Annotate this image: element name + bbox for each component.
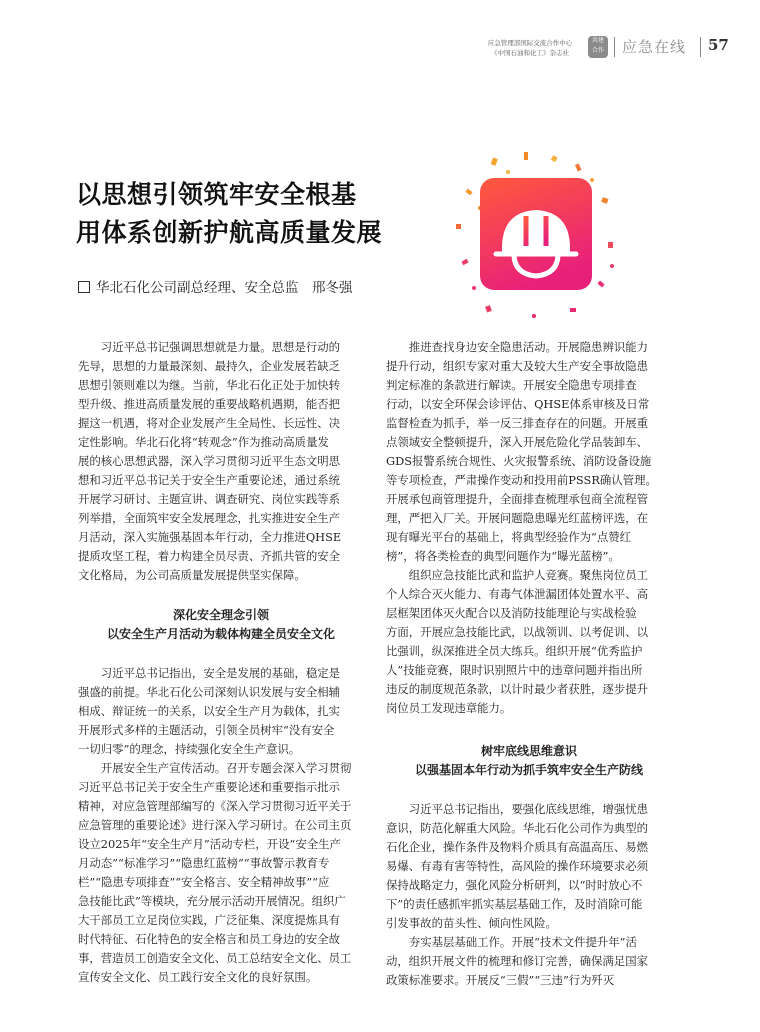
text-line: 开展学习研讨、主题宣讲、调查研究、岗位实践等系 [78, 492, 340, 506]
section-heading-2 [386, 742, 672, 780]
text-line: 设立2025年“安全生产月”活动专栏，开设“安全生产 [78, 837, 341, 851]
safety-helmet-logo [452, 150, 618, 320]
page-header [474, 34, 744, 64]
text-line: 月动态”“标准学习”“隐患红蓝榜”“事故警示教育专 [78, 856, 330, 870]
text-line: 易爆、有毒有害等特性，高风险的操作环境要求必须 [386, 859, 648, 873]
text-line: 个人综合灭火能力、有毒气体泄漏团体处置水平、高 [386, 587, 648, 601]
paragraph-hazard-check [386, 338, 672, 566]
cooperation-badge [588, 36, 608, 58]
text-line: 列举措，全面筑牢安全发展理念，扎实推进安全生产 [78, 511, 340, 525]
right-column [386, 338, 672, 990]
text-line: 政策标准要求。开展反“三假”“三违”行为歼灭 [386, 973, 615, 987]
text-line: 点领域安全整顿提升，深入开展危险化学品装卸车、 [386, 435, 648, 449]
text-line: 想和习近平总书记关于安全生产重要论述，通过系统 [78, 473, 340, 487]
text-line: 展的核心思想武器，深入学习贯彻习近平生态文明思 [78, 454, 340, 468]
text-line: 行动，以安全环保会诊评估、QHSE体系审核及日常 [386, 397, 650, 411]
text-line: 型升级、推进高质量发展的重要战略机遇期，能否把 [78, 397, 340, 411]
paragraph-safety-basis [78, 664, 364, 759]
text-line: 组织应急技能比武和监护人竞赛。聚焦岗位员工 [408, 568, 649, 582]
text-line: GDS报警系统合规性、火灾报警系统、消防设备设施 [386, 454, 652, 468]
text-line: 推进查找身边安全隐患活动。开展隐患辨识能力 [408, 340, 649, 354]
text-line: 宣传安全文化、员工践行安全文化的良好氛围。 [78, 970, 318, 984]
text-line: 先导，思想的力量最深刻、最持久，企业发展若缺乏 [78, 359, 340, 373]
paragraph-bottom-line [386, 800, 672, 933]
text-line: 动，组织开展文件的梳理和修订完善，确保满足国家 [386, 954, 648, 968]
section-heading-line-2: 以强基固本年行动为抓手筑牢安全生产防线 [414, 763, 643, 777]
text-line: 岗位员工发现违章能力。 [386, 701, 512, 715]
text-line: 应急管理的重要论述》进行深入学习研讨。在公司主页 [78, 818, 352, 832]
text-line: 月活动，深入实施强基固本年行动，全力推进QHSE [78, 530, 342, 544]
section-heading-line-1: 树牢底线思维意识 [480, 744, 577, 758]
text-line: 大干部员工立足岗位实践，广泛征集、深度提炼具有 [78, 913, 340, 927]
text-line: 榜”，将各类检查的典型问题作为“曝光蓝榜”。 [386, 549, 620, 563]
author-line [78, 276, 353, 296]
section-heading-line-1: 深化安全理念引领 [172, 608, 269, 622]
text-line: 开展形式多样的主题活动，引领全员树牢“没有安全 [78, 723, 335, 737]
text-line: 习近平总书记强调思想就是力量。思想是行动的 [100, 340, 341, 354]
text-line: 握这一机遇，将对企业发展产生全局性、长远性、决 [78, 416, 340, 430]
text-line: 夯实基层基础工作。开展“技术文件提升年”活 [408, 935, 637, 949]
text-line: 精神，对应急管理部编写的《深入学习贯彻习近平关于 [78, 799, 352, 813]
text-line: 方面，开展应急技能比武，以战领训、以考促训、以 [386, 625, 648, 639]
text-line: 层框架团体灭火配合以及消防技能理论与实战检验 [386, 606, 637, 620]
text-line: 习近平总书记关于安全生产重要论述和重要指示批示 [78, 780, 340, 794]
text-line: 理，严把入厂关。开展问题隐患曝光红蓝榜评选，在 [386, 511, 648, 525]
title-line-2: 用体系创新护航高质量发展 [76, 218, 383, 247]
text-line: 保持战略定力，强化风险分析研判，以“时时放心不 [386, 878, 643, 892]
text-line: 开展承包商管理提升，全面排查梳理承包商全流程管 [386, 492, 648, 506]
left-column [78, 338, 364, 987]
text-line: 石化企业，操作条件及物料介质具有高温高压、易燃 [386, 840, 648, 854]
text-line: 思想引领则难以为继。当前，华北石化正处于加快转 [78, 378, 340, 392]
publisher-info [474, 38, 586, 58]
text-line: 意识，防范化解重大风险。华北石化公司作为典型的 [386, 821, 648, 835]
text-line: 监督检查为抓手，举一反三排查存在的问题。开展重 [386, 416, 648, 430]
text-line: 违反的制度规范条款，以计时最少者获胜，逐步提升 [386, 682, 648, 696]
publisher-line-1: 应急管理部国际交流合作中心 [487, 39, 573, 47]
article-title [76, 176, 436, 252]
text-line: 等专项检查，严肃操作变动和投用前PSSR确认管理。 [386, 473, 657, 487]
text-line: 急技能比武”等模块，充分展示活动开展情况。组织广 [78, 894, 346, 908]
text-line: 时代特征、石化特色的安全格言和员工身边的安全故 [78, 932, 340, 946]
text-line: 强盛的前提。华北石化公司深刻认识发展与安全相辅 [78, 685, 340, 699]
text-line: 提升行动，组织专家对重大及较大生产安全事故隐患 [386, 359, 648, 373]
text-line: 一切归零”的理念，持续强化安全生产意识。 [78, 742, 301, 756]
text-line: 引发事故的苗头性、倾向性风险。 [386, 916, 557, 930]
publisher-line-2: 《中国石油和化工》杂志社 [491, 49, 569, 57]
text-line: 栏”“隐患专项排查”“安全格言、安全精神故事”“应 [78, 875, 330, 889]
paragraph-skill-contest [386, 566, 672, 718]
author-marker-icon [78, 281, 90, 293]
title-line-1: 以思想引领筑牢安全根基 [76, 180, 357, 209]
text-line: 开展安全生产宣传活动。召开专题会深入学习贯彻 [100, 761, 352, 775]
text-line: 文化格局，为公司高质量发展提供坚实保障。 [78, 568, 306, 582]
text-line: 人”技能竞赛，限时识别照片中的违章问题并指出所 [386, 663, 643, 677]
paragraph-publicity [78, 759, 364, 987]
paragraph-intro [78, 338, 364, 585]
section-name: 应急在线 [622, 38, 687, 56]
text-line: 下”的责任感抓牢抓实基层基础工作，及时消除可能 [386, 897, 643, 911]
text-line: 提质攻坚工程，着力构建全员尽责、齐抓共管的安全 [78, 549, 340, 563]
text-line: 定性影响。华北石化将“转观念”作为推动高质量发 [78, 435, 329, 449]
text-line: 现有曝光平台的基础上，将典型经验作为“点赞红 [386, 530, 632, 544]
badge-line-1: 共建 [591, 37, 604, 44]
text-line: 相成、辩证统一的关系，以安全生产月为载体，扎实 [78, 704, 340, 718]
paragraph-grassroots [386, 933, 672, 990]
header-divider [700, 37, 701, 57]
text-line: 比强训，纵深推进全员大练兵。组织开展“优秀监护 [386, 644, 643, 658]
text-line: 习近平总书记指出，安全是发展的基础，稳定是 [100, 666, 341, 680]
section-heading-1 [78, 606, 364, 644]
badge-line-2: 合作 [591, 47, 604, 54]
text-line: 判定标准的条款进行解读。开展安全隐患专项排查 [386, 378, 637, 392]
text-line: 事，营造员工创造安全文化、员工总结安全文化、员工 [78, 951, 352, 965]
header-divider [614, 37, 615, 57]
section-heading-line-2: 以安全生产月活动为载体构建全员安全文化 [106, 627, 335, 641]
author-name: 华北石化公司副总经理、安全总监 邢冬强 [96, 280, 353, 296]
text-line: 习近平总书记指出，要强化底线思维，增强忧患 [408, 802, 649, 816]
page-number: 57 [708, 36, 729, 54]
